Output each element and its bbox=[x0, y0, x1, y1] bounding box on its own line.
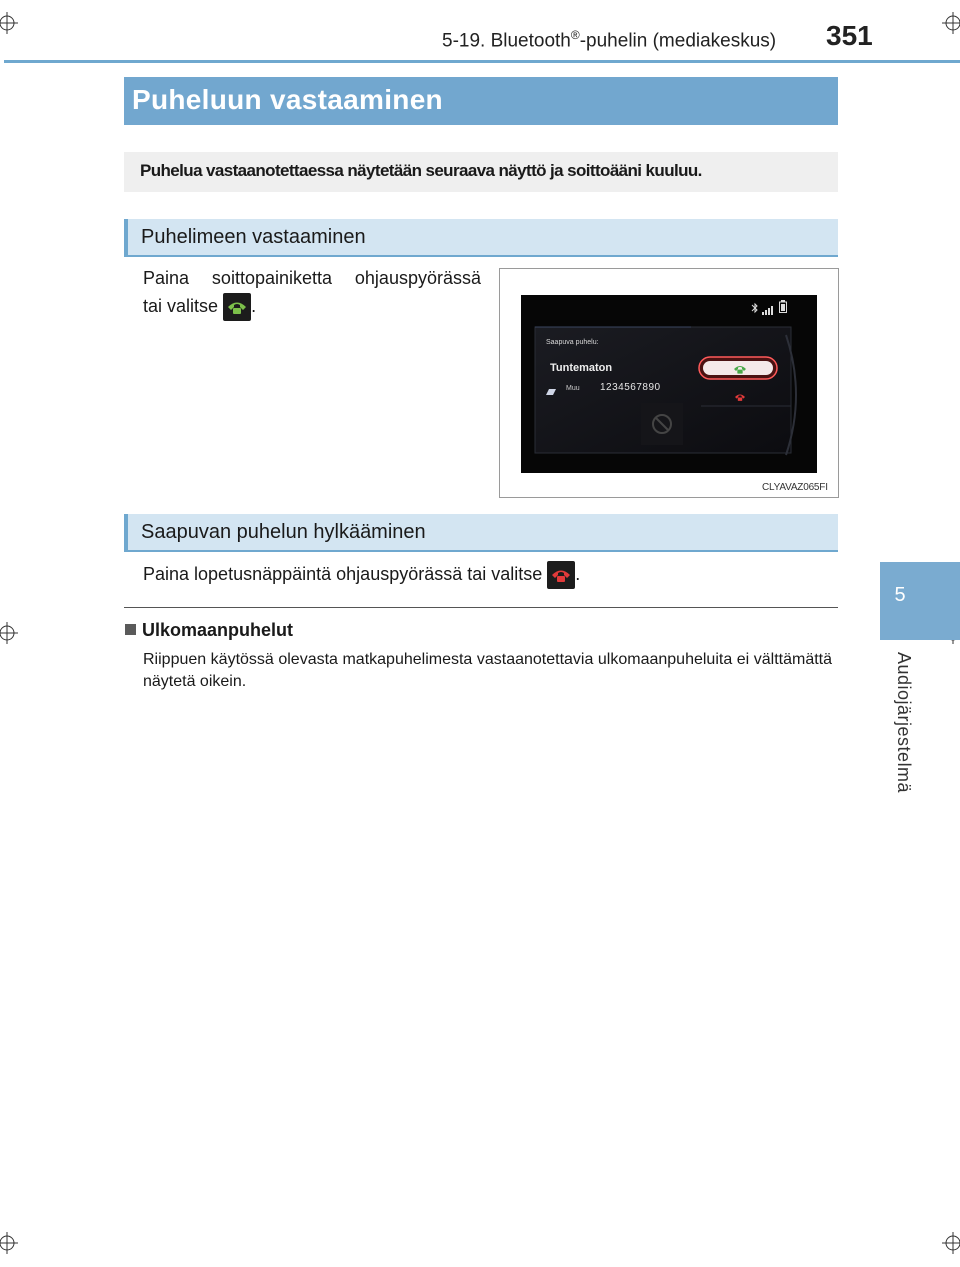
answering-line-2-text: tai valitse bbox=[143, 296, 219, 316]
bluetooth-icon bbox=[751, 301, 759, 319]
rejecting-title: Saapuvan puhelun hylkääminen bbox=[141, 521, 426, 543]
header-rule bbox=[4, 60, 960, 63]
square-bullet-icon bbox=[125, 624, 136, 635]
rejecting-text-end: . bbox=[575, 564, 581, 584]
caller-name: Tuntematon bbox=[550, 362, 613, 374]
block-icon bbox=[651, 413, 673, 440]
crop-mark-icon bbox=[942, 1232, 960, 1254]
answer-call-icon bbox=[223, 293, 251, 321]
screen-header: Saapuva puhelu: bbox=[546, 339, 599, 346]
phonebook-icon bbox=[545, 384, 557, 402]
note-text: Riippuen käytössä olevasta matkapuhelimesta vastaanotettavia ulkomaanpuheluita ei välttämättä näytetä oikein. bbox=[143, 651, 832, 690]
answer-call-button[interactable] bbox=[732, 362, 748, 380]
section-divider bbox=[124, 607, 838, 608]
decline-call-button[interactable] bbox=[733, 389, 747, 407]
decline-call-icon bbox=[547, 561, 575, 589]
rejecting-text bbox=[143, 560, 580, 589]
answering-line-2-end: . bbox=[251, 296, 257, 316]
note-title: Ulkomaanpuhelut bbox=[142, 620, 294, 640]
answering-title: Puhelimeen vastaaminen bbox=[141, 226, 366, 248]
section-title: Puheluun vastaaminen bbox=[132, 84, 443, 115]
answering-line-2 bbox=[143, 292, 256, 321]
chapter-number: 5 bbox=[894, 584, 906, 606]
answering-line-1: Paina soittopainiketta ohjauspyörässä bbox=[143, 268, 481, 288]
chapter-label: Audiojärjestelmä bbox=[894, 652, 914, 794]
header-title-prefix: 5-19. Bluetooth bbox=[442, 30, 571, 52]
crop-mark-icon bbox=[0, 12, 18, 34]
page-number: 351 bbox=[826, 20, 873, 51]
intro-text: Puhelua vastaanotettaessa näytetään seuraava näyttö ja soittoääni kuuluu. bbox=[140, 161, 702, 180]
crop-mark-icon bbox=[942, 12, 960, 34]
crop-mark-icon bbox=[0, 622, 18, 644]
battery-icon bbox=[779, 300, 787, 318]
running-header bbox=[442, 28, 776, 52]
registered-mark: ® bbox=[570, 28, 580, 42]
number-type: Muu bbox=[566, 385, 580, 392]
signal-icon bbox=[762, 302, 774, 320]
note-heading bbox=[125, 620, 293, 641]
header-title-suffix: -puhelin (mediakeskus) bbox=[579, 30, 777, 52]
figure-code: CLYAVAZ065FI bbox=[762, 482, 828, 493]
phone-number: 1234567890 bbox=[600, 382, 661, 393]
rejecting-text-body: Paina lopetusnäppäintä ohjauspyörässä tai valitse bbox=[143, 564, 543, 584]
incoming-call-screen bbox=[521, 295, 817, 473]
crop-mark-icon bbox=[0, 1232, 18, 1254]
